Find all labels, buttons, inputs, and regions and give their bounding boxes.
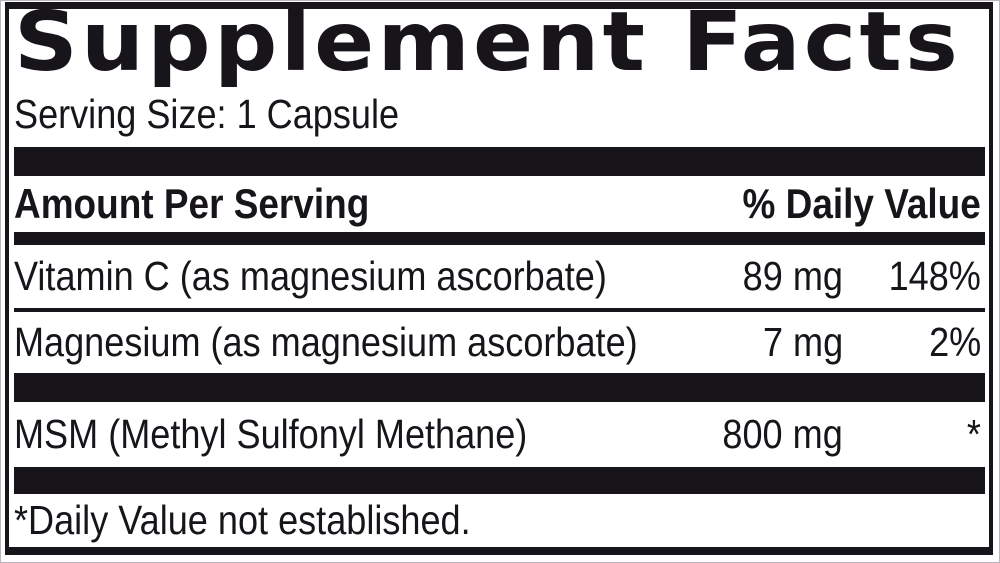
masthead bbox=[14, 9, 985, 147]
table-row-msm bbox=[14, 402, 985, 467]
nutrient-daily-value bbox=[843, 411, 985, 458]
separator-bar-top bbox=[14, 147, 985, 176]
panel-title bbox=[14, 9, 985, 90]
panel-title-text: Supplement Facts bbox=[14, 9, 962, 90]
daily-value-asterisk: * bbox=[966, 411, 981, 457]
percent-daily-value-header: % Daily Value bbox=[742, 180, 981, 227]
nutrient-daily-value bbox=[843, 253, 985, 300]
nutrient-name bbox=[14, 411, 643, 458]
nutrient-amount-text: 800 mg bbox=[722, 411, 843, 457]
nutrient-name-text: Vitamin C (as magnesium ascorbate) bbox=[14, 253, 607, 299]
serving-size-line bbox=[14, 91, 985, 137]
nutrient-daily-value-text: 2% bbox=[928, 319, 981, 365]
footnote-line bbox=[14, 494, 985, 547]
separator-bar-bottom bbox=[14, 467, 985, 494]
nutrient-amount-text: 7 mg bbox=[762, 319, 843, 365]
nutrient-amount bbox=[643, 319, 843, 366]
nutrient-amount-text: 89 mg bbox=[742, 253, 843, 299]
column-header-row bbox=[14, 176, 985, 232]
nutrient-name bbox=[14, 253, 643, 300]
amount-per-serving-header: Amount Per Serving bbox=[14, 180, 370, 227]
table-row-magnesium bbox=[14, 312, 985, 373]
nutrient-amount bbox=[643, 253, 843, 300]
table-row-vitamin-c bbox=[14, 245, 985, 308]
nutrient-name bbox=[14, 319, 643, 366]
nutrient-name-text: Magnesium (as magnesium ascorbate) bbox=[14, 319, 638, 365]
nutrient-daily-value bbox=[843, 319, 985, 366]
footnote-text: *Daily Value not established. bbox=[14, 497, 471, 543]
serving-size-text: Serving Size: 1 Capsule bbox=[14, 91, 400, 137]
separator-bar-header bbox=[14, 232, 985, 245]
nutrient-amount bbox=[643, 411, 843, 458]
supplement-facts-panel bbox=[5, 2, 993, 555]
separator-bar-middle bbox=[14, 373, 985, 402]
nutrient-daily-value-text: 148% bbox=[888, 253, 981, 299]
nutrient-name-text: MSM (Methyl Sulfonyl Methane) bbox=[14, 411, 528, 457]
